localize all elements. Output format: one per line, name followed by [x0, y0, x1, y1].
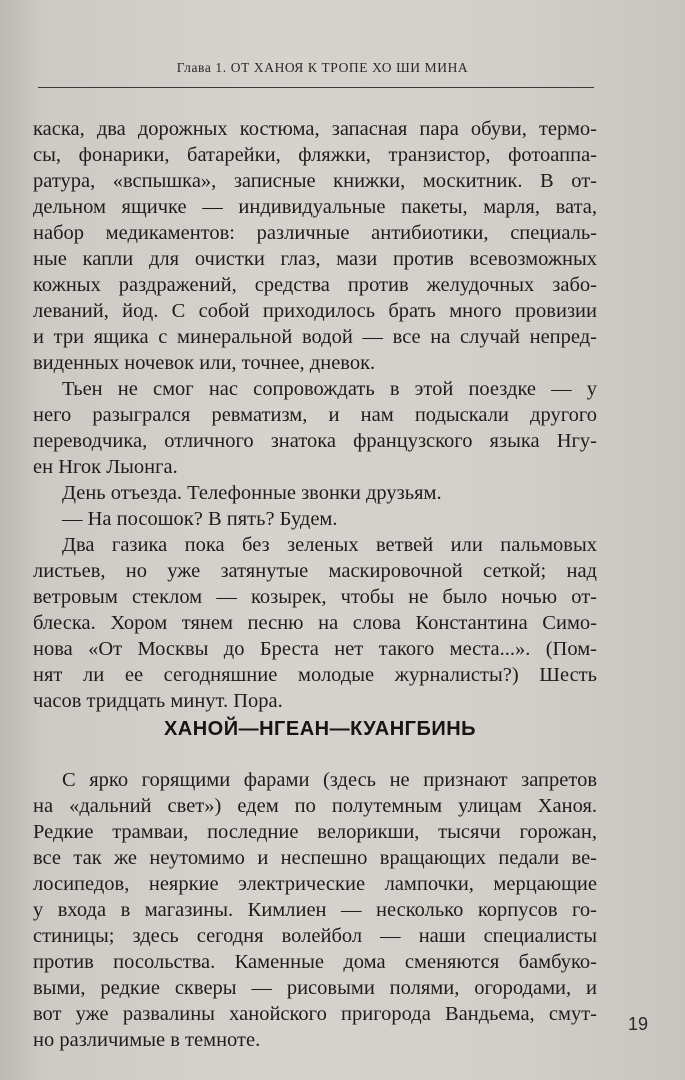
text-line: ные капли для очистки глаз, мази против всевозможных	[33, 248, 597, 270]
text-line: но различимые в темноте.	[33, 1029, 261, 1051]
text-line: ратура, «вспышка», записные книжки, москитник. В от-	[33, 170, 597, 192]
text-line: него разыгрался ревматизм, и нам подыскали другого	[33, 404, 597, 426]
text-line: Редкие трамваи, последние велорикши, тысячи горожан,	[33, 821, 597, 843]
text-line: у входа в магазины. Кимлиен — несколько корпусов го-	[33, 899, 597, 921]
text-line: лосипедов, неяркие электрические лампочки, мерцающие	[33, 873, 597, 895]
text-line: все так же неутомимо и неспешно вращающих педали ве-	[33, 847, 597, 869]
text-line: леваний, йод. С собой приходилось брать много провизии	[33, 300, 597, 322]
running-head: Глава 1. ОТ ХАНОЯ К ТРОПЕ ХО ШИ МИНА	[176, 60, 469, 75]
text-line: нова «От Москвы до Бреста нет такого места...». (Пом-	[33, 638, 597, 660]
text-line: каска, два дорожных костюма, запасная пара обуви, термо-	[33, 118, 597, 140]
text-line: ен Нгок Лыонга.	[33, 456, 178, 478]
text-line: против посольства. Каменные дома сменяются бамбуко-	[33, 951, 597, 973]
page-number: 19	[628, 1014, 649, 1034]
text-line: вот уже развалины ханойского пригорода Вандьема, смут-	[33, 1003, 597, 1025]
header-rule	[38, 87, 594, 88]
text-line: листьев, но уже затянутые маскировочной сеткой; над	[33, 560, 597, 582]
text-line: День отъезда. Телефонные звонки друзьям.	[62, 482, 442, 504]
text-line: дельном ящичке — индивидуальные пакеты, марля, вата,	[33, 196, 597, 218]
text-line: набор медикаментов: различные антибиотики, специаль-	[33, 222, 597, 244]
text-line: кожных раздражений, средства против желудочных забо-	[33, 274, 597, 296]
text-line: Тьен не смог нас сопровождать в этой поездке — у	[62, 378, 597, 400]
text-line: и три ящика с минеральной водой — все на случай непред-	[33, 326, 597, 348]
text-block-bottom	[33, 767, 597, 1053]
text-line: Два газика пока без зеленых ветвей или пальмовых	[62, 534, 597, 556]
text-line: переводчика, отличного знатока французского языка Нгу-	[33, 430, 597, 452]
text-line: выми, редкие скверы — рисовыми полями, огородами, и	[33, 977, 597, 999]
text-block-top	[33, 116, 597, 714]
text-line: блеска. Хором тянем песню на слова Константина Симо-	[33, 612, 597, 634]
text-line: ветровым стеклом — козырек, чтобы не было ночью от-	[33, 586, 597, 608]
text-line: — На посошок? В пять? Будем.	[62, 508, 338, 530]
text-line: виденных ночевок или, точнее, дневок.	[33, 352, 376, 374]
text-line: часов тридцать минут. Пора.	[33, 690, 283, 712]
text-line: сы, фонарики, батарейки, фляжки, транзистор, фотоаппа-	[33, 144, 597, 166]
text-line: стиницы; здесь сегодня волейбол — наши специалисты	[33, 925, 597, 947]
text-line: нят ли ее сегодняшние молодые журналисты?) Шесть	[33, 664, 597, 686]
text-line: С ярко горящими фарами (здесь не признают запретов	[62, 769, 597, 791]
section-heading: ХАНОЙ—НГЕАН—КУАНГБИНЬ	[163, 718, 477, 740]
text-line: на «дальний свет») едем по полутемным улицам Ханоя.	[33, 795, 597, 817]
